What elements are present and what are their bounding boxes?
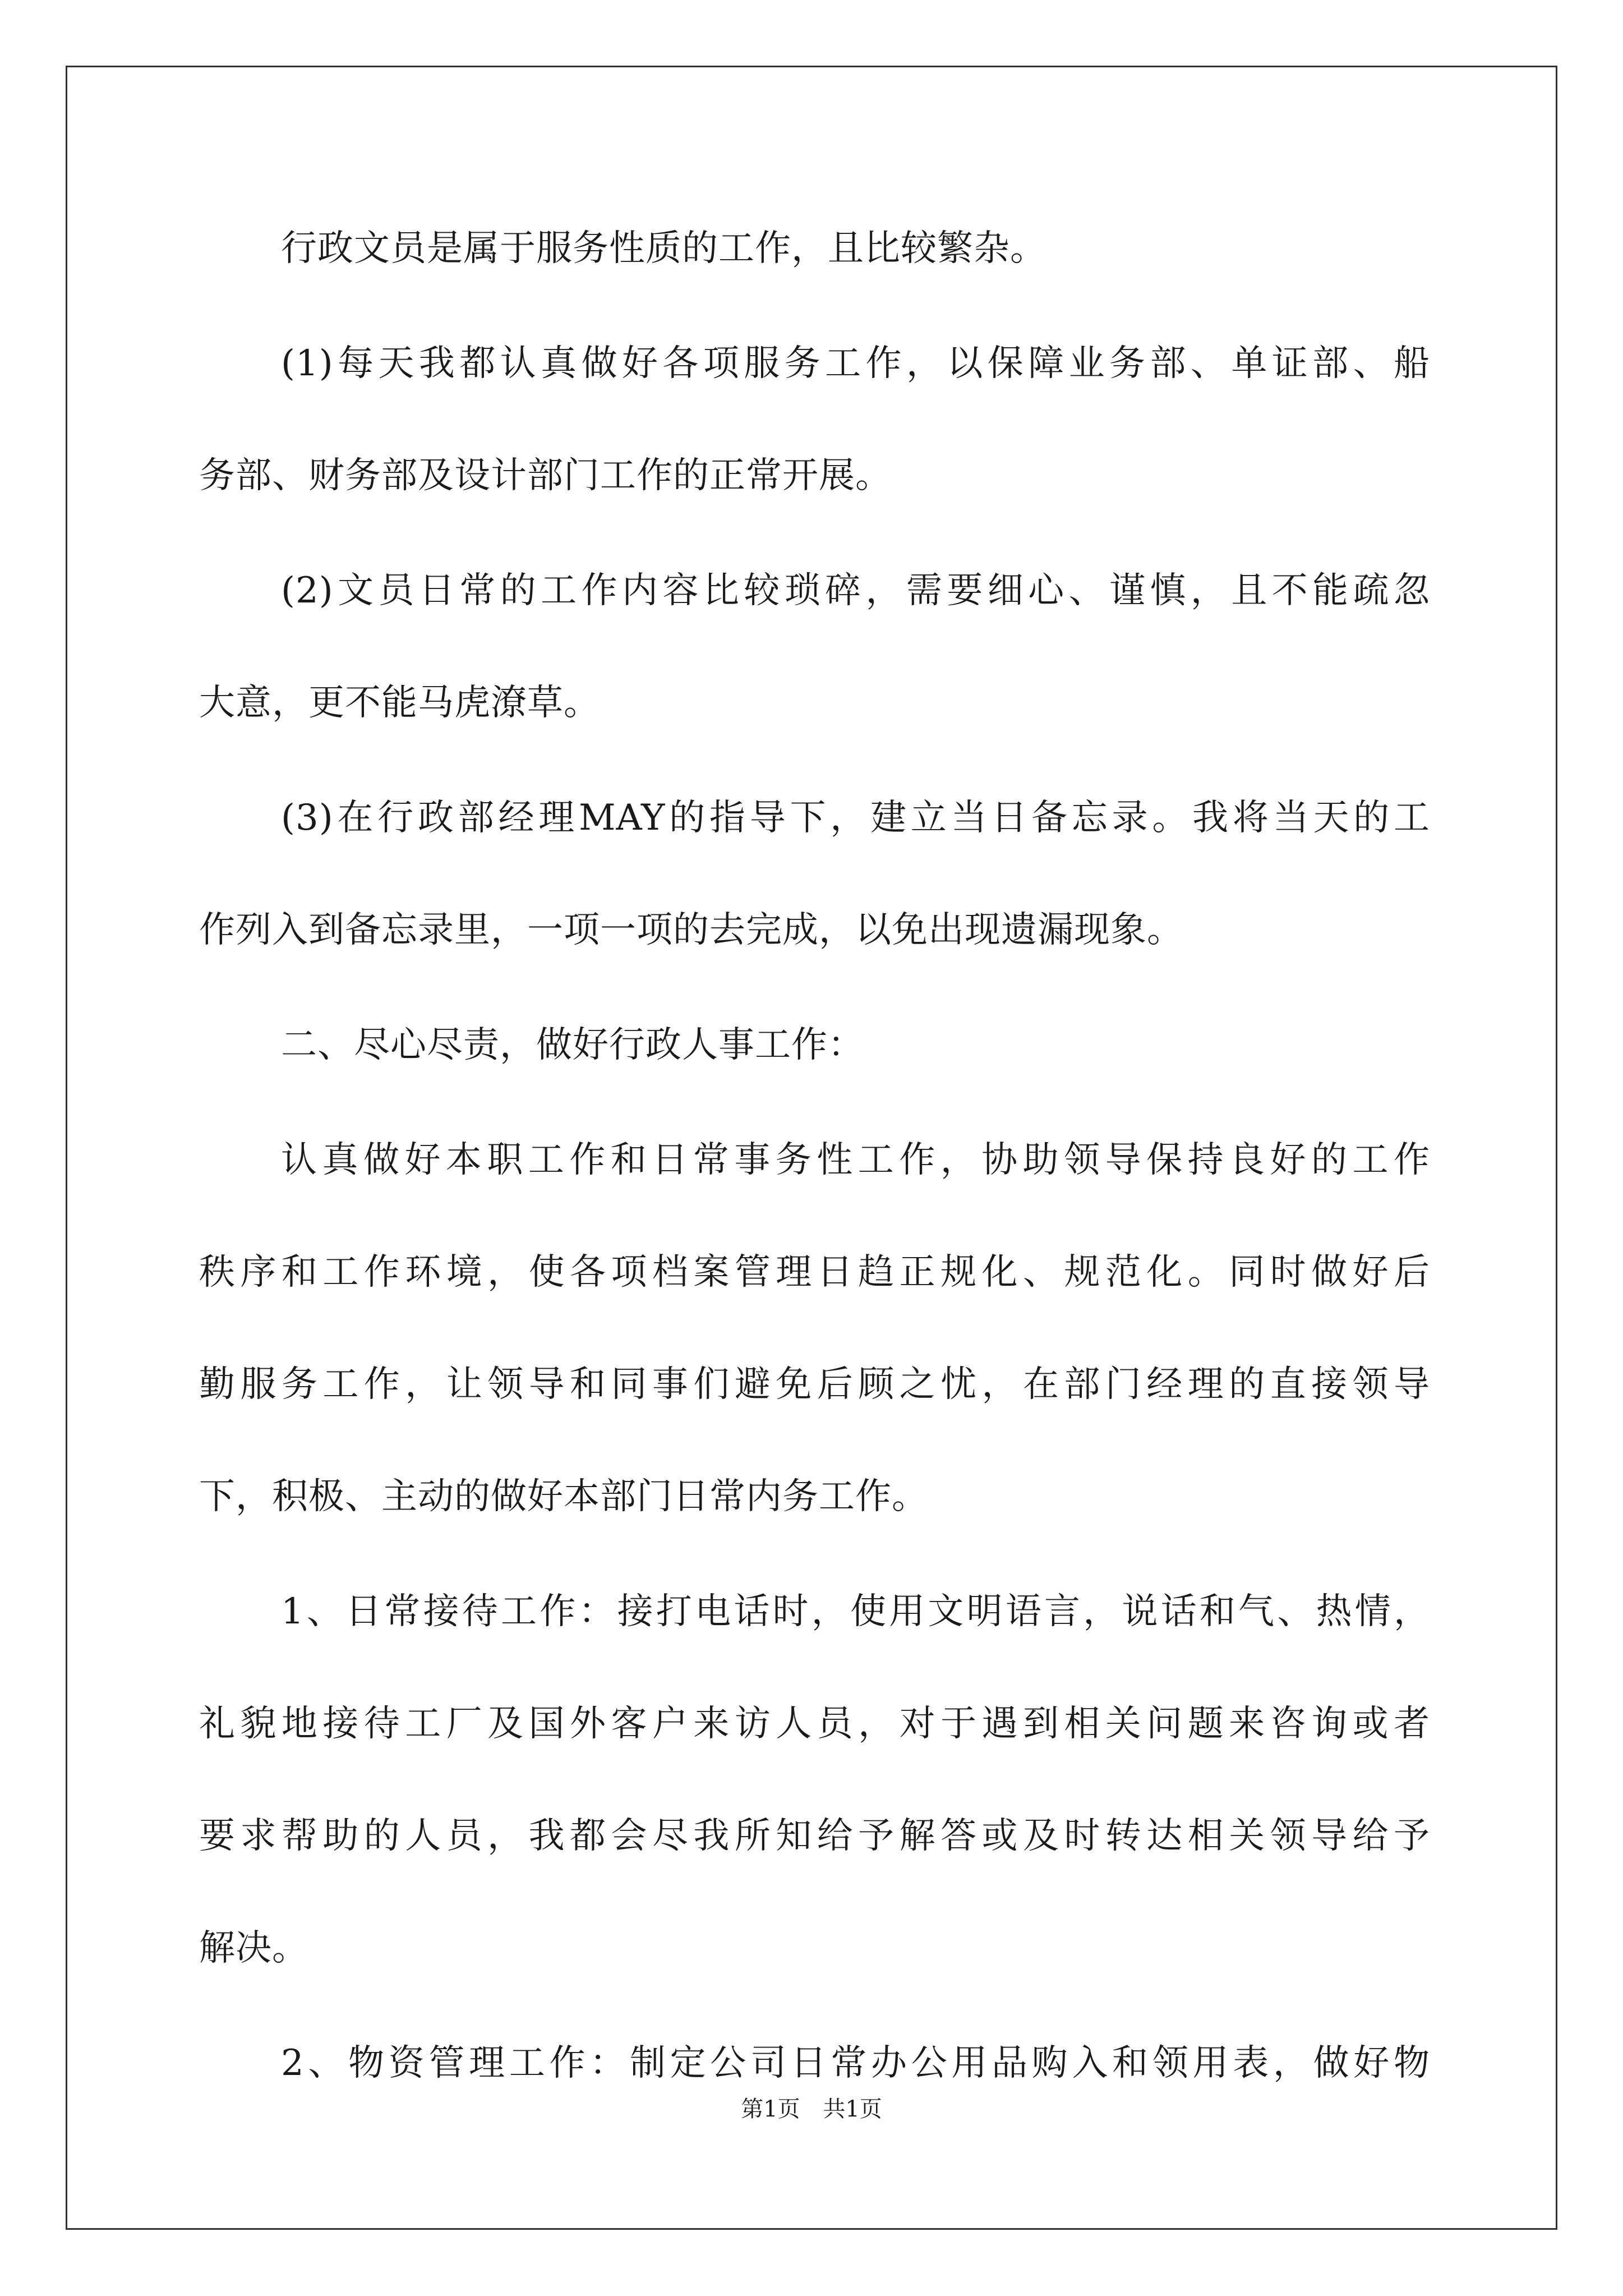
paragraph-line: 1、日常接待工作：接打电话时，使用文明语言，说话和气、热情， (281, 1591, 1430, 1632)
paragraph-line: 2、物资管理工作：制定公司日常办公用品购入和领用表，做好物 (281, 2042, 1430, 2084)
section-heading: 二、尽心尽责，做好行政人事工作： (281, 1024, 864, 1066)
paragraph-line: 礼貌地接待工厂及国外客户来访人员，对于遇到相关问题来咨询或者 (199, 1703, 1430, 1745)
page-footer (0, 2092, 1623, 2126)
paragraph-line: (3)在行政部经理MAY的指导下，建立当日备忘录。我将当天的工 (281, 797, 1430, 839)
paragraph-line: (2)文员日常的工作内容比较琐碎，需要细心、谨慎，且不能疏忽 (281, 570, 1430, 611)
paragraph-line: 认真做好本职工作和日常事务性工作，协助领导保持良好的工作 (281, 1139, 1430, 1181)
page-total: 共1页 (823, 2096, 882, 2122)
paragraph-line: (1)每天我都认真做好各项服务工作，以保障业务部、单证部、船 (281, 343, 1430, 384)
paragraph-line: 解决。 (199, 1927, 308, 1969)
paragraph-line: 秩序和工作环境，使各项档案管理日趋正规化、规范化。同时做好后 (199, 1251, 1430, 1293)
paragraph-line: 下，积极、主动的做好本部门日常内务工作。 (199, 1476, 928, 1517)
paragraph-line: 要求帮助的人员，我都会尽我所知给予解答或及时转达相关领导给予 (199, 1815, 1430, 1857)
paragraph-line: 务部、财务部及设计部门工作的正常开展。 (199, 455, 892, 496)
paragraph-line: 作列入到备忘录里，一项一项的去完成，以免出现遗漏现象。 (199, 909, 1183, 951)
paragraph-line: 大意，更不能马虎潦草。 (199, 682, 600, 724)
paragraph-line: 勤服务工作，让领导和同事们避免后顾之忧，在部门经理的直接领导 (199, 1364, 1430, 1405)
paragraph-line: 行政文员是属于服务性质的工作，且比较繁杂。 (281, 228, 1046, 269)
page-number: 第1页 (741, 2096, 800, 2122)
